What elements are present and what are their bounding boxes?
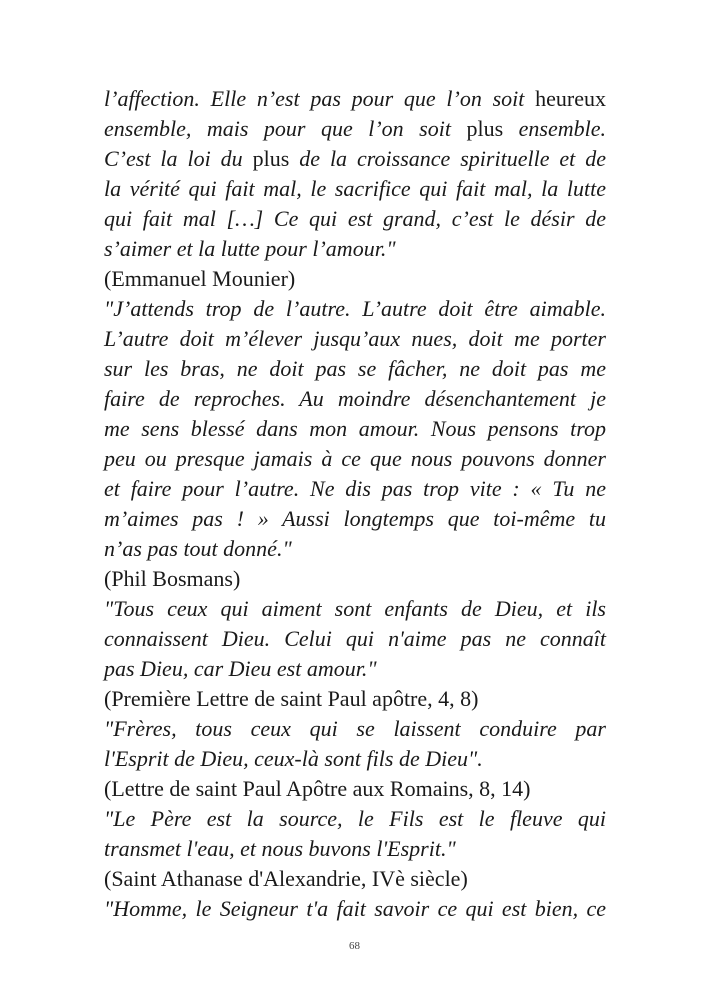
text-segment: ensemble. [503, 116, 607, 141]
text-segment: sur les bras, ne doit pas se fâcher, ne doit pas me [104, 356, 606, 381]
text-segment: la vérité qui fait mal, le sacrifice qui fait mal, la lutte [104, 176, 606, 201]
text-segment: "Homme, le Seigneur t'a fait savoir ce qui est bien, ce [104, 896, 606, 921]
quote-line [104, 324, 606, 354]
text-segment: C’est la loi du [104, 146, 253, 171]
quote-line [104, 834, 606, 864]
quote-line [104, 144, 606, 174]
quote-line [104, 624, 606, 654]
text-segment: de la croissance spirituelle et de [289, 146, 606, 171]
page-number: 68 [349, 940, 360, 952]
quote-line [104, 444, 606, 474]
text-segment: (Emmanuel Mounier) [104, 266, 296, 291]
citation-line [104, 264, 606, 294]
citation-line [104, 774, 606, 804]
text-segment: peu ou presque jamais à ce que nous pouvons donner [104, 446, 606, 471]
text-segment: "Frères, tous ceux qui se laissent conduire par [104, 716, 606, 741]
text-segment: pas Dieu, car Dieu est amour." [104, 656, 377, 681]
text-segment: l'Esprit de Dieu, ceux-là sont fils de Dieu". [104, 746, 483, 771]
quote-line [104, 804, 606, 834]
quote-line [104, 594, 606, 624]
citation-line [104, 684, 606, 714]
text-segment: transmet l'eau, et nous buvons l'Esprit." [104, 836, 456, 861]
text-segment: ensemble, mais pour que l’on soit [104, 116, 467, 141]
quote-line [104, 534, 606, 564]
quote-line [104, 354, 606, 384]
quote-line [104, 504, 606, 534]
quote-line [104, 294, 606, 324]
text-segment: me sens blessé dans mon amour. Nous pensons trop [104, 416, 606, 441]
quote-line [104, 714, 606, 744]
text-segment: m’aimes pas ! » Aussi longtemps que toi-même tu [104, 506, 606, 531]
quote-line [104, 474, 606, 504]
text-segment: "J’attends trop de l’autre. L’autre doit être aimable. [104, 296, 606, 321]
quote-line [104, 204, 606, 234]
quote-line [104, 894, 606, 924]
quote-line [104, 84, 606, 114]
text-segment: (Saint Athanase d'Alexandrie, IVè siècle) [104, 866, 468, 891]
text-segment: "Tous ceux qui aiment sont enfants de Dieu, et ils [104, 596, 606, 621]
citation-line [104, 564, 606, 594]
text-segment: et faire pour l’autre. Ne dis pas trop vite : « Tu ne [104, 476, 606, 501]
page-body-text [104, 84, 606, 924]
text-segment: L’autre doit m’élever jusqu’aux nues, doit me porter [104, 326, 606, 351]
text-segment: heureux [535, 86, 606, 111]
text-segment: n’as pas tout donné." [104, 536, 292, 561]
text-segment: plus [252, 146, 290, 171]
quote-line [104, 174, 606, 204]
text-segment: qui fait mal […] Ce qui est grand, c’est le désir de [104, 206, 606, 231]
text-segment: plus [466, 116, 504, 141]
text-segment: (Phil Bosmans) [104, 566, 241, 591]
text-segment: (Lettre de saint Paul Apôtre aux Romains, 8, 14) [104, 776, 531, 801]
text-segment: l’affection. Elle n’est pas pour que l’on soit [104, 86, 536, 111]
quote-line [104, 654, 606, 684]
text-segment: "Le Père est la source, le Fils est le fleuve qui [104, 806, 606, 831]
citation-line [104, 864, 606, 894]
text-segment: s’aimer et la lutte pour l’amour." [104, 236, 396, 261]
quote-line [104, 384, 606, 414]
text-segment: faire de reproches. Au moindre désenchantement je [104, 386, 606, 411]
text-segment: (Première Lettre de saint Paul apôtre, 4, 8) [104, 686, 479, 711]
quote-line [104, 234, 606, 264]
quote-line [104, 414, 606, 444]
text-segment: connaissent Dieu. Celui qui n'aime pas ne connaît [104, 626, 606, 651]
quote-line [104, 744, 606, 774]
quote-line [104, 114, 606, 144]
